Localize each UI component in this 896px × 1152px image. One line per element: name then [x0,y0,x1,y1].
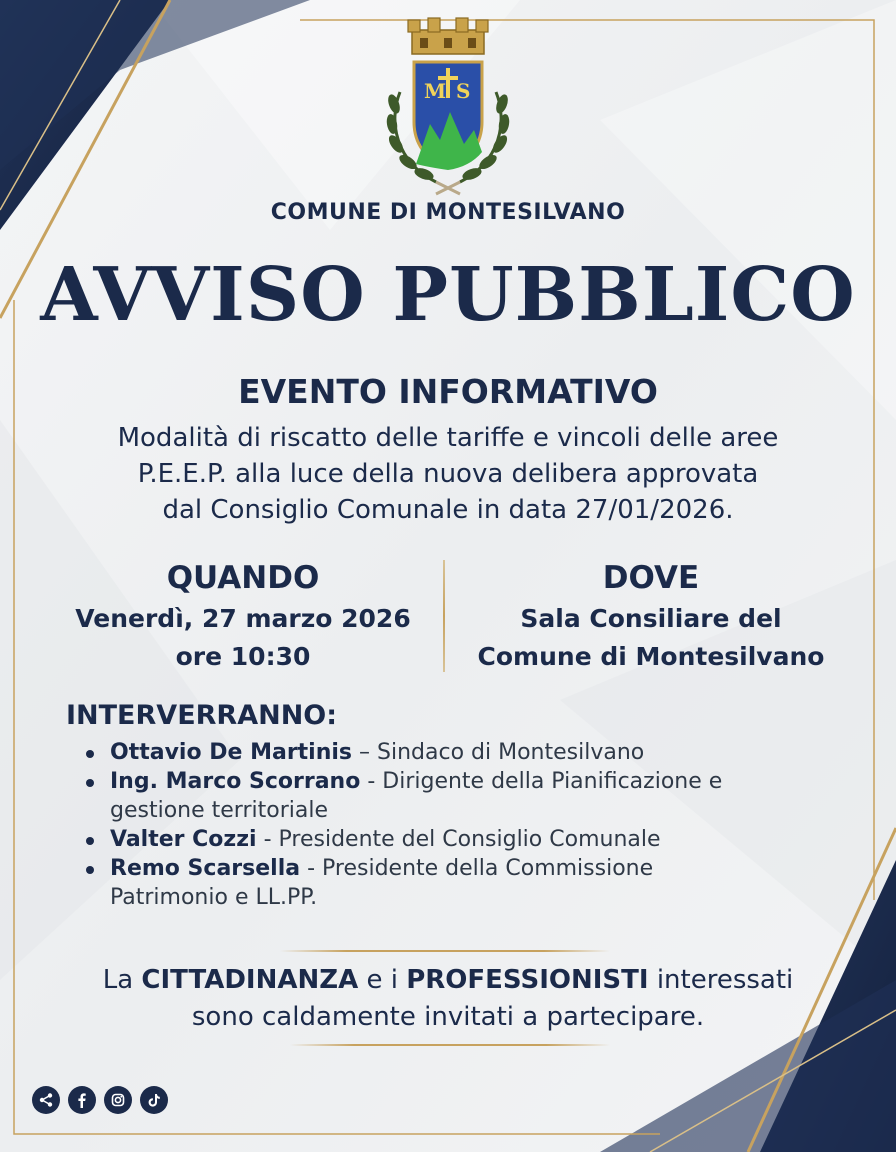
speaker-role-continued: gestione territoriale [110,798,328,823]
speaker-name: Remo Scarsella [110,856,301,881]
description-line: dal Consiglio Comunale in data 27/01/2026. [162,495,734,525]
speaker-role: Presidente della Commissione [322,856,654,881]
instagram-icon[interactable] [104,1086,132,1114]
event-description [40,420,856,528]
share-icon[interactable] [32,1086,60,1114]
shield-icon [414,62,482,170]
tiktok-icon[interactable] [140,1086,168,1114]
invitation-professionals: PROFESSIONISTI [406,965,649,995]
facebook-icon[interactable] [68,1086,96,1114]
invitation-mid: e i [358,965,407,995]
speaker-role: Presidente del Consiglio Comunale [278,827,661,852]
event-title: EVENTO INFORMATIVO [238,372,658,411]
speaker-name: Ottavio De Martinis [110,740,353,765]
speaker-role: Sindaco di Montesilvano [377,740,645,765]
event-date: Venerdì, 27 marzo 2026 [75,604,411,633]
invitation-pre: La [102,965,142,995]
separator: - [360,769,383,794]
where-label: DOVE [602,560,700,596]
invitation-citizens: CITTADINANZA [141,965,359,995]
description-line: P.E.E.P. alla luce della nuova delibera approvata [137,459,759,489]
bullet-icon [86,779,94,787]
speaker-role-continued: Patrimonio e LL.PP. [110,885,318,910]
bullet-icon [86,750,94,758]
municipality-name: COMUNE DI MONTESILVANO [270,200,626,225]
list-item [84,767,824,825]
when-label: QUANDO [166,560,320,596]
crown-icon [408,18,488,54]
social-links [32,1086,168,1114]
when-section [40,560,446,676]
separator: – [352,740,378,765]
column-divider [443,560,445,672]
speakers-list [84,738,824,912]
municipal-crest-icon [378,12,518,202]
where-section [446,560,856,676]
event-time: ore 10:30 [175,642,311,671]
svg-text:S: S [456,79,471,103]
speakers-title: INTERVERRANNO: [66,700,338,731]
speaker-name: Ing. Marco Scorrano [110,769,361,794]
invitation-line-2: sono caldamente invitati a partecipare. [191,1002,705,1032]
svg-text:M: M [424,79,447,103]
description-line: Modalità di riscatto delle tariffe e vincoli delle aree [117,423,779,453]
invitation-text [40,962,856,1036]
list-item [84,825,824,854]
invitation-post: interessati [648,965,794,995]
bullet-icon [86,866,94,874]
speaker-name: Valter Cozzi [110,827,257,852]
separator: - [256,827,279,852]
list-item [84,738,824,767]
venue-line-2: Comune di Montesilvano [477,642,825,671]
venue-line-1: Sala Consiliare del [520,604,782,633]
separator: - [300,856,323,881]
bullet-icon [86,837,94,845]
list-item [84,854,824,912]
speaker-role: Dirigente della Pianificazione e [382,769,723,794]
page-title: AVVISO PUBBLICO [40,252,856,338]
gold-divider [290,1044,610,1046]
gold-divider [280,950,610,952]
